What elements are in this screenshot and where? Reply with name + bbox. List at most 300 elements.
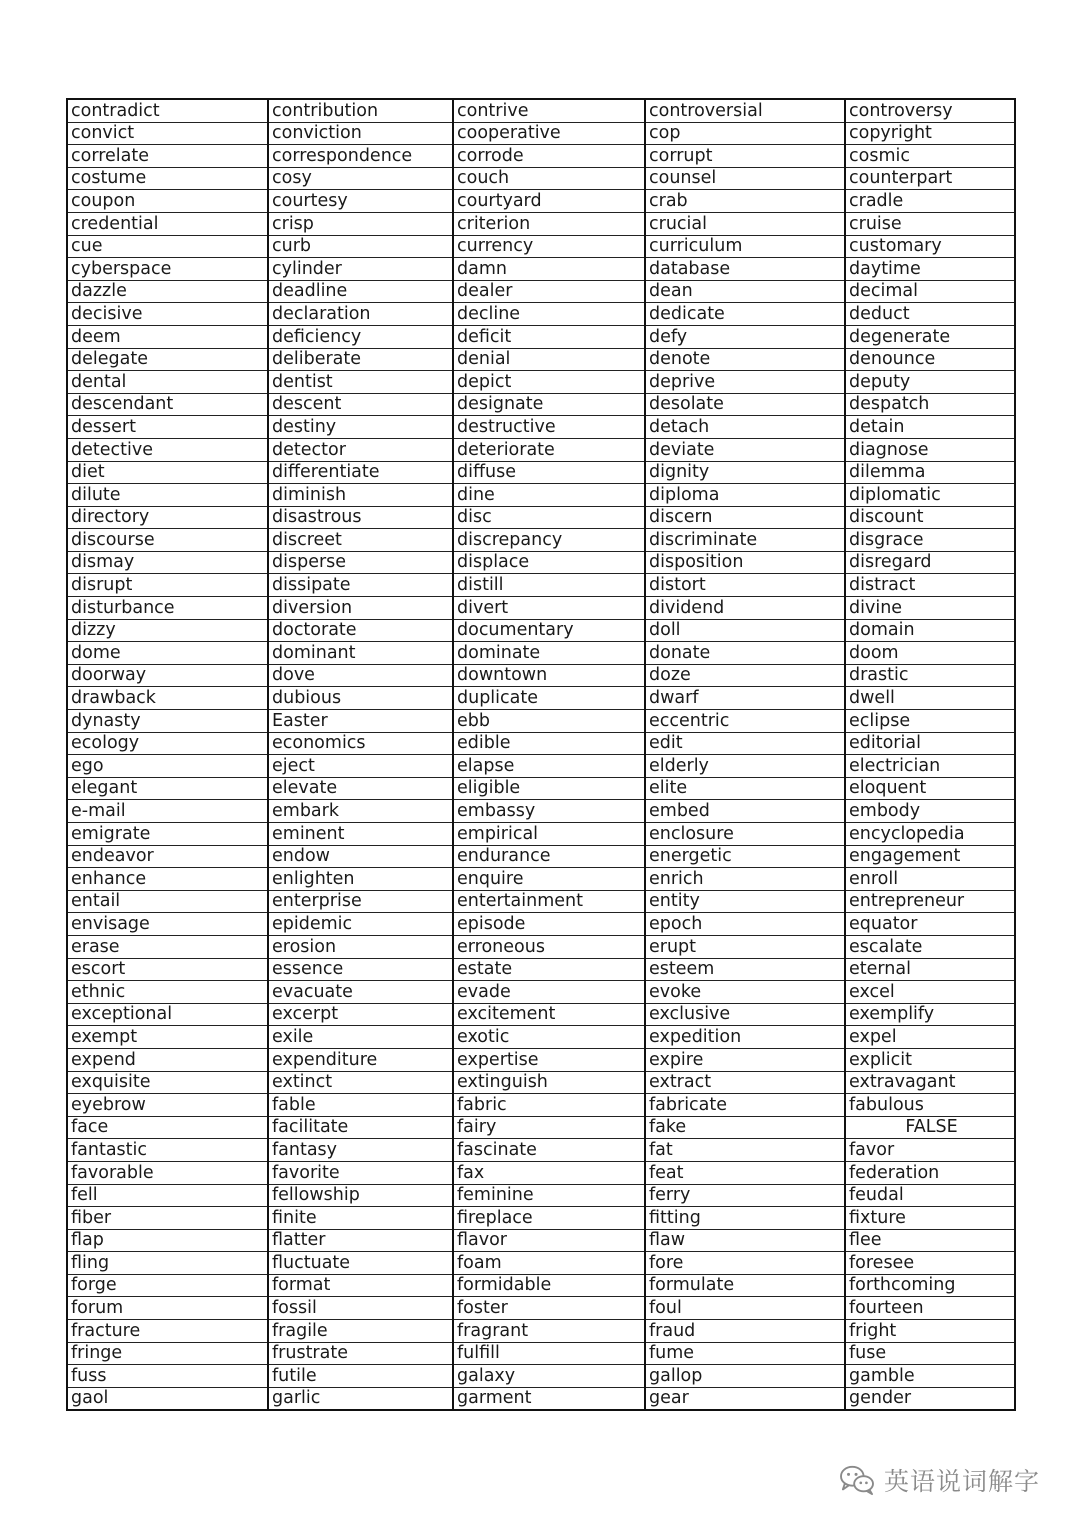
word-cell: embed bbox=[645, 800, 845, 823]
table-row bbox=[67, 1320, 1015, 1343]
word-cell: counsel bbox=[645, 167, 845, 190]
word-cell: dove bbox=[268, 664, 453, 687]
word-cell: fuss bbox=[67, 1365, 268, 1388]
word-cell: foresee bbox=[845, 1252, 1015, 1275]
word-cell: crucial bbox=[645, 212, 845, 235]
word-cell: enhance bbox=[67, 868, 268, 891]
word-cell: fell bbox=[67, 1184, 268, 1207]
word-cell: dominant bbox=[268, 642, 453, 665]
table-row bbox=[67, 664, 1015, 687]
table-row bbox=[67, 597, 1015, 620]
table-row bbox=[67, 484, 1015, 507]
word-cell: dessert bbox=[67, 416, 268, 439]
word-cell: domain bbox=[845, 619, 1015, 642]
word-cell: discourse bbox=[67, 529, 268, 552]
word-cell: equator bbox=[845, 913, 1015, 936]
word-cell: corrode bbox=[453, 145, 645, 168]
word-cell: crisp bbox=[268, 212, 453, 235]
word-cell: endurance bbox=[453, 845, 645, 868]
word-cell: contribution bbox=[268, 99, 453, 122]
word-cell: donate bbox=[645, 642, 845, 665]
word-cell: correspondence bbox=[268, 145, 453, 168]
word-cell: fabricate bbox=[645, 1094, 845, 1117]
word-cell: encyclopedia bbox=[845, 823, 1015, 846]
word-cell: dynasty bbox=[67, 710, 268, 733]
word-cell: enquire bbox=[453, 868, 645, 891]
word-cell: enroll bbox=[845, 868, 1015, 891]
word-cell: controversy bbox=[845, 99, 1015, 122]
word-cell: disc bbox=[453, 506, 645, 529]
word-cell: embody bbox=[845, 800, 1015, 823]
word-cell: distill bbox=[453, 574, 645, 597]
word-cell: fascinate bbox=[453, 1139, 645, 1162]
word-cell: dizzy bbox=[67, 619, 268, 642]
word-cell: coupon bbox=[67, 190, 268, 213]
table-row bbox=[67, 280, 1015, 303]
table-row bbox=[67, 1003, 1015, 1026]
word-cell: erase bbox=[67, 935, 268, 958]
table-row bbox=[67, 868, 1015, 891]
word-cell: expertise bbox=[453, 1048, 645, 1071]
word-cell: fore bbox=[645, 1252, 845, 1275]
word-cell: detach bbox=[645, 416, 845, 439]
word-cell: fireplace bbox=[453, 1207, 645, 1230]
word-cell: discrepancy bbox=[453, 529, 645, 552]
word-cell: fume bbox=[645, 1342, 845, 1365]
word-cell: erosion bbox=[268, 935, 453, 958]
word-cell: epidemic bbox=[268, 913, 453, 936]
word-cell: credential bbox=[67, 212, 268, 235]
word-cell: elite bbox=[645, 777, 845, 800]
word-cell: expend bbox=[67, 1048, 268, 1071]
word-cell: destiny bbox=[268, 416, 453, 439]
word-cell: fixture bbox=[845, 1207, 1015, 1230]
word-cell: destructive bbox=[453, 416, 645, 439]
table-row bbox=[67, 1116, 1015, 1139]
table-row bbox=[67, 1184, 1015, 1207]
word-cell: fabric bbox=[453, 1094, 645, 1117]
word-cell: foam bbox=[453, 1252, 645, 1275]
word-cell: discriminate bbox=[645, 529, 845, 552]
word-cell: engagement bbox=[845, 845, 1015, 868]
table-row bbox=[67, 461, 1015, 484]
table-row bbox=[67, 325, 1015, 348]
word-cell: denote bbox=[645, 348, 845, 371]
word-cell: garlic bbox=[268, 1387, 453, 1410]
word-cell: dazzle bbox=[67, 280, 268, 303]
word-cell: fellowship bbox=[268, 1184, 453, 1207]
word-cell: formidable bbox=[453, 1274, 645, 1297]
word-cell: entrepreneur bbox=[845, 890, 1015, 913]
word-cell: explicit bbox=[845, 1048, 1015, 1071]
vocabulary-table bbox=[66, 98, 1016, 1411]
word-cell: embark bbox=[268, 800, 453, 823]
word-cell: dwell bbox=[845, 687, 1015, 710]
word-cell: elderly bbox=[645, 755, 845, 778]
word-cell: deprive bbox=[645, 371, 845, 394]
word-cell: correlate bbox=[67, 145, 268, 168]
word-cell: embassy bbox=[453, 800, 645, 823]
word-cell: denounce bbox=[845, 348, 1015, 371]
word-cell: exemplify bbox=[845, 1003, 1015, 1026]
word-cell: documentary bbox=[453, 619, 645, 642]
word-cell: deteriorate bbox=[453, 438, 645, 461]
word-cell: favorite bbox=[268, 1161, 453, 1184]
word-cell: flee bbox=[845, 1229, 1015, 1252]
word-cell: endeavor bbox=[67, 845, 268, 868]
word-cell: daytime bbox=[845, 258, 1015, 281]
word-cell: doorway bbox=[67, 664, 268, 687]
word-cell: divert bbox=[453, 597, 645, 620]
word-cell: escort bbox=[67, 958, 268, 981]
word-cell: fairy bbox=[453, 1116, 645, 1139]
word-cell: energetic bbox=[645, 845, 845, 868]
word-cell: fiber bbox=[67, 1207, 268, 1230]
table-row bbox=[67, 1387, 1015, 1410]
word-cell: estate bbox=[453, 958, 645, 981]
word-cell: designate bbox=[453, 393, 645, 416]
table-row bbox=[67, 935, 1015, 958]
word-cell: fitting bbox=[645, 1207, 845, 1230]
word-cell: fake bbox=[645, 1116, 845, 1139]
word-cell: erupt bbox=[645, 935, 845, 958]
word-cell: distract bbox=[845, 574, 1015, 597]
table-row bbox=[67, 145, 1015, 168]
word-cell: expenditure bbox=[268, 1048, 453, 1071]
word-cell: detain bbox=[845, 416, 1015, 439]
table-row bbox=[67, 506, 1015, 529]
word-cell: essence bbox=[268, 958, 453, 981]
word-cell: cue bbox=[67, 235, 268, 258]
word-cell: doom bbox=[845, 642, 1015, 665]
table-row bbox=[67, 1229, 1015, 1252]
word-cell: doll bbox=[645, 619, 845, 642]
word-cell: conviction bbox=[268, 122, 453, 145]
word-cell: eyebrow bbox=[67, 1094, 268, 1117]
table-row bbox=[67, 1071, 1015, 1094]
word-cell: disturbance bbox=[67, 597, 268, 620]
table-row bbox=[67, 235, 1015, 258]
word-cell: discount bbox=[845, 506, 1015, 529]
table-row bbox=[67, 167, 1015, 190]
word-cell: fling bbox=[67, 1252, 268, 1275]
word-cell: denial bbox=[453, 348, 645, 371]
word-cell: entertainment bbox=[453, 890, 645, 913]
word-cell: divine bbox=[845, 597, 1015, 620]
word-cell: fossil bbox=[268, 1297, 453, 1320]
word-cell: cop bbox=[645, 122, 845, 145]
table-row bbox=[67, 755, 1015, 778]
word-cell: dome bbox=[67, 642, 268, 665]
word-cell: federation bbox=[845, 1161, 1015, 1184]
word-cell: extract bbox=[645, 1071, 845, 1094]
word-cell: desolate bbox=[645, 393, 845, 416]
word-cell: ethnic bbox=[67, 981, 268, 1004]
word-cell: endow bbox=[268, 845, 453, 868]
word-cell: edit bbox=[645, 732, 845, 755]
word-cell: flavor bbox=[453, 1229, 645, 1252]
word-cell: detective bbox=[67, 438, 268, 461]
word-cell: flap bbox=[67, 1229, 268, 1252]
word-cell: favor bbox=[845, 1139, 1015, 1162]
table-row bbox=[67, 619, 1015, 642]
word-cell: exempt bbox=[67, 1026, 268, 1049]
word-cell: dilute bbox=[67, 484, 268, 507]
word-cell: emigrate bbox=[67, 823, 268, 846]
table-row bbox=[67, 1297, 1015, 1320]
word-cell: criterion bbox=[453, 212, 645, 235]
word-cell: edible bbox=[453, 732, 645, 755]
watermark-text: 英语说词解字 bbox=[884, 1467, 1041, 1496]
word-cell: flaw bbox=[645, 1229, 845, 1252]
word-cell: eccentric bbox=[645, 710, 845, 733]
word-cell: deviate bbox=[645, 438, 845, 461]
word-cell: directory bbox=[67, 506, 268, 529]
word-cell: entail bbox=[67, 890, 268, 913]
word-cell: dubious bbox=[268, 687, 453, 710]
word-cell: excerpt bbox=[268, 1003, 453, 1026]
word-cell: foul bbox=[645, 1297, 845, 1320]
word-cell: enlighten bbox=[268, 868, 453, 891]
word-cell: dine bbox=[453, 484, 645, 507]
word-cell: feat bbox=[645, 1161, 845, 1184]
word-cell: declaration bbox=[268, 303, 453, 326]
word-cell: decisive bbox=[67, 303, 268, 326]
word-cell: disgrace bbox=[845, 529, 1015, 552]
word-cell: dividend bbox=[645, 597, 845, 620]
word-cell: extravagant bbox=[845, 1071, 1015, 1094]
word-cell: gamble bbox=[845, 1365, 1015, 1388]
word-cell: evoke bbox=[645, 981, 845, 1004]
word-cell: elapse bbox=[453, 755, 645, 778]
word-cell: expedition bbox=[645, 1026, 845, 1049]
table-row bbox=[67, 1048, 1015, 1071]
table-row bbox=[67, 438, 1015, 461]
table-row bbox=[67, 1139, 1015, 1162]
word-cell: finite bbox=[268, 1207, 453, 1230]
word-cell: foster bbox=[453, 1297, 645, 1320]
word-cell: erroneous bbox=[453, 935, 645, 958]
word-cell: evacuate bbox=[268, 981, 453, 1004]
word-cell: discreet bbox=[268, 529, 453, 552]
word-cell: fragile bbox=[268, 1320, 453, 1343]
table-row bbox=[67, 122, 1015, 145]
word-cell: deem bbox=[67, 325, 268, 348]
word-cell: corrupt bbox=[645, 145, 845, 168]
word-cell: cosy bbox=[268, 167, 453, 190]
word-cell: decimal bbox=[845, 280, 1015, 303]
word-cell: garment bbox=[453, 1387, 645, 1410]
word-cell: fable bbox=[268, 1094, 453, 1117]
word-cell: fragrant bbox=[453, 1320, 645, 1343]
word-cell: deficit bbox=[453, 325, 645, 348]
word-cell: episode bbox=[453, 913, 645, 936]
table-row bbox=[67, 890, 1015, 913]
table-row bbox=[67, 845, 1015, 868]
table-row bbox=[67, 732, 1015, 755]
table-row bbox=[67, 190, 1015, 213]
word-cell: courtesy bbox=[268, 190, 453, 213]
word-cell: diversion bbox=[268, 597, 453, 620]
word-cell: doctorate bbox=[268, 619, 453, 642]
word-cell: contradict bbox=[67, 99, 268, 122]
word-cell: cylinder bbox=[268, 258, 453, 281]
word-cell: exile bbox=[268, 1026, 453, 1049]
word-cell: fantasy bbox=[268, 1139, 453, 1162]
word-cell: deficiency bbox=[268, 325, 453, 348]
table-row bbox=[67, 823, 1015, 846]
word-cell: favorable bbox=[67, 1161, 268, 1184]
word-cell: descent bbox=[268, 393, 453, 416]
word-cell: exceptional bbox=[67, 1003, 268, 1026]
word-cell: formulate bbox=[645, 1274, 845, 1297]
word-cell: cyberspace bbox=[67, 258, 268, 281]
word-cell: eloquent bbox=[845, 777, 1015, 800]
word-cell: electrician bbox=[845, 755, 1015, 778]
word-cell: drawback bbox=[67, 687, 268, 710]
word-cell: couch bbox=[453, 167, 645, 190]
word-cell: doze bbox=[645, 664, 845, 687]
word-cell: dilemma bbox=[845, 461, 1015, 484]
word-cell: empirical bbox=[453, 823, 645, 846]
word-cell: discern bbox=[645, 506, 845, 529]
table-row bbox=[67, 777, 1015, 800]
word-cell: enterprise bbox=[268, 890, 453, 913]
word-cell: fringe bbox=[67, 1342, 268, 1365]
word-cell: deputy bbox=[845, 371, 1015, 394]
word-cell: ecology bbox=[67, 732, 268, 755]
word-cell: delegate bbox=[67, 348, 268, 371]
word-cell: fraud bbox=[645, 1320, 845, 1343]
word-cell: contrive bbox=[453, 99, 645, 122]
table-row bbox=[67, 1094, 1015, 1117]
word-cell: gear bbox=[645, 1387, 845, 1410]
word-cell: degenerate bbox=[845, 325, 1015, 348]
word-cell: differentiate bbox=[268, 461, 453, 484]
word-cell: decline bbox=[453, 303, 645, 326]
table-row bbox=[67, 958, 1015, 981]
word-cell: excel bbox=[845, 981, 1015, 1004]
word-cell: disregard bbox=[845, 551, 1015, 574]
word-cell: deduct bbox=[845, 303, 1015, 326]
word-cell: elevate bbox=[268, 777, 453, 800]
word-cell: deliberate bbox=[268, 348, 453, 371]
table-row bbox=[67, 981, 1015, 1004]
word-cell: fulfill bbox=[453, 1342, 645, 1365]
table-row bbox=[67, 687, 1015, 710]
word-cell: controversial bbox=[645, 99, 845, 122]
word-cell: facilitate bbox=[268, 1116, 453, 1139]
table-row bbox=[67, 800, 1015, 823]
word-cell: fabulous bbox=[845, 1094, 1015, 1117]
word-cell: e-mail bbox=[67, 800, 268, 823]
word-cell: dealer bbox=[453, 280, 645, 303]
table-row bbox=[67, 1365, 1015, 1388]
word-cell: curb bbox=[268, 235, 453, 258]
table-row bbox=[67, 1274, 1015, 1297]
table-row bbox=[67, 212, 1015, 235]
word-cell: format bbox=[268, 1274, 453, 1297]
word-cell: fax bbox=[453, 1161, 645, 1184]
word-cell: diplomatic bbox=[845, 484, 1015, 507]
word-cell: frustrate bbox=[268, 1342, 453, 1365]
table-row bbox=[67, 574, 1015, 597]
word-cell: descendant bbox=[67, 393, 268, 416]
word-cell: dissipate bbox=[268, 574, 453, 597]
word-cell: diffuse bbox=[453, 461, 645, 484]
table-row bbox=[67, 551, 1015, 574]
word-cell: copyright bbox=[845, 122, 1015, 145]
word-cell: FALSE bbox=[845, 1116, 1015, 1139]
word-cell: expire bbox=[645, 1048, 845, 1071]
word-cell: fluctuate bbox=[268, 1252, 453, 1275]
word-cell: counterpart bbox=[845, 167, 1015, 190]
word-cell: downtown bbox=[453, 664, 645, 687]
word-cell: detector bbox=[268, 438, 453, 461]
word-cell: convict bbox=[67, 122, 268, 145]
word-cell: damn bbox=[453, 258, 645, 281]
word-cell: disastrous bbox=[268, 506, 453, 529]
word-cell: eclipse bbox=[845, 710, 1015, 733]
word-cell: crab bbox=[645, 190, 845, 213]
table-row bbox=[67, 642, 1015, 665]
word-cell: esteem bbox=[645, 958, 845, 981]
word-cell: ebb bbox=[453, 710, 645, 733]
word-cell: entity bbox=[645, 890, 845, 913]
table-row bbox=[67, 258, 1015, 281]
word-cell: envisage bbox=[67, 913, 268, 936]
word-cell: drastic bbox=[845, 664, 1015, 687]
word-cell: gender bbox=[845, 1387, 1015, 1410]
word-cell: dentist bbox=[268, 371, 453, 394]
word-cell: eminent bbox=[268, 823, 453, 846]
table-row bbox=[67, 393, 1015, 416]
table-row bbox=[67, 416, 1015, 439]
word-cell: forthcoming bbox=[845, 1274, 1015, 1297]
word-cell: enclosure bbox=[645, 823, 845, 846]
word-cell: exclusive bbox=[645, 1003, 845, 1026]
word-cell: dwarf bbox=[645, 687, 845, 710]
word-cell: dismay bbox=[67, 551, 268, 574]
word-cell: futile bbox=[268, 1365, 453, 1388]
word-cell: forum bbox=[67, 1297, 268, 1320]
word-cell: disposition bbox=[645, 551, 845, 574]
table-row bbox=[67, 99, 1015, 122]
word-cell: diagnose bbox=[845, 438, 1015, 461]
word-cell: displace bbox=[453, 551, 645, 574]
table-row bbox=[67, 1161, 1015, 1184]
word-cell: flatter bbox=[268, 1229, 453, 1252]
word-cell: excitement bbox=[453, 1003, 645, 1026]
table-row bbox=[67, 1207, 1015, 1230]
word-cell: gaol bbox=[67, 1387, 268, 1410]
word-cell: disrupt bbox=[67, 574, 268, 597]
word-cell: extinguish bbox=[453, 1071, 645, 1094]
word-cell: eligible bbox=[453, 777, 645, 800]
word-cell: ego bbox=[67, 755, 268, 778]
word-cell: dominate bbox=[453, 642, 645, 665]
word-cell: gallop bbox=[645, 1365, 845, 1388]
word-cell: defy bbox=[645, 325, 845, 348]
word-cell: fright bbox=[845, 1320, 1015, 1343]
word-cell: fantastic bbox=[67, 1139, 268, 1162]
word-cell: face bbox=[67, 1116, 268, 1139]
table-row bbox=[67, 1026, 1015, 1049]
word-cell: eject bbox=[268, 755, 453, 778]
word-cell: customary bbox=[845, 235, 1015, 258]
table-row bbox=[67, 913, 1015, 936]
table-row bbox=[67, 1252, 1015, 1275]
